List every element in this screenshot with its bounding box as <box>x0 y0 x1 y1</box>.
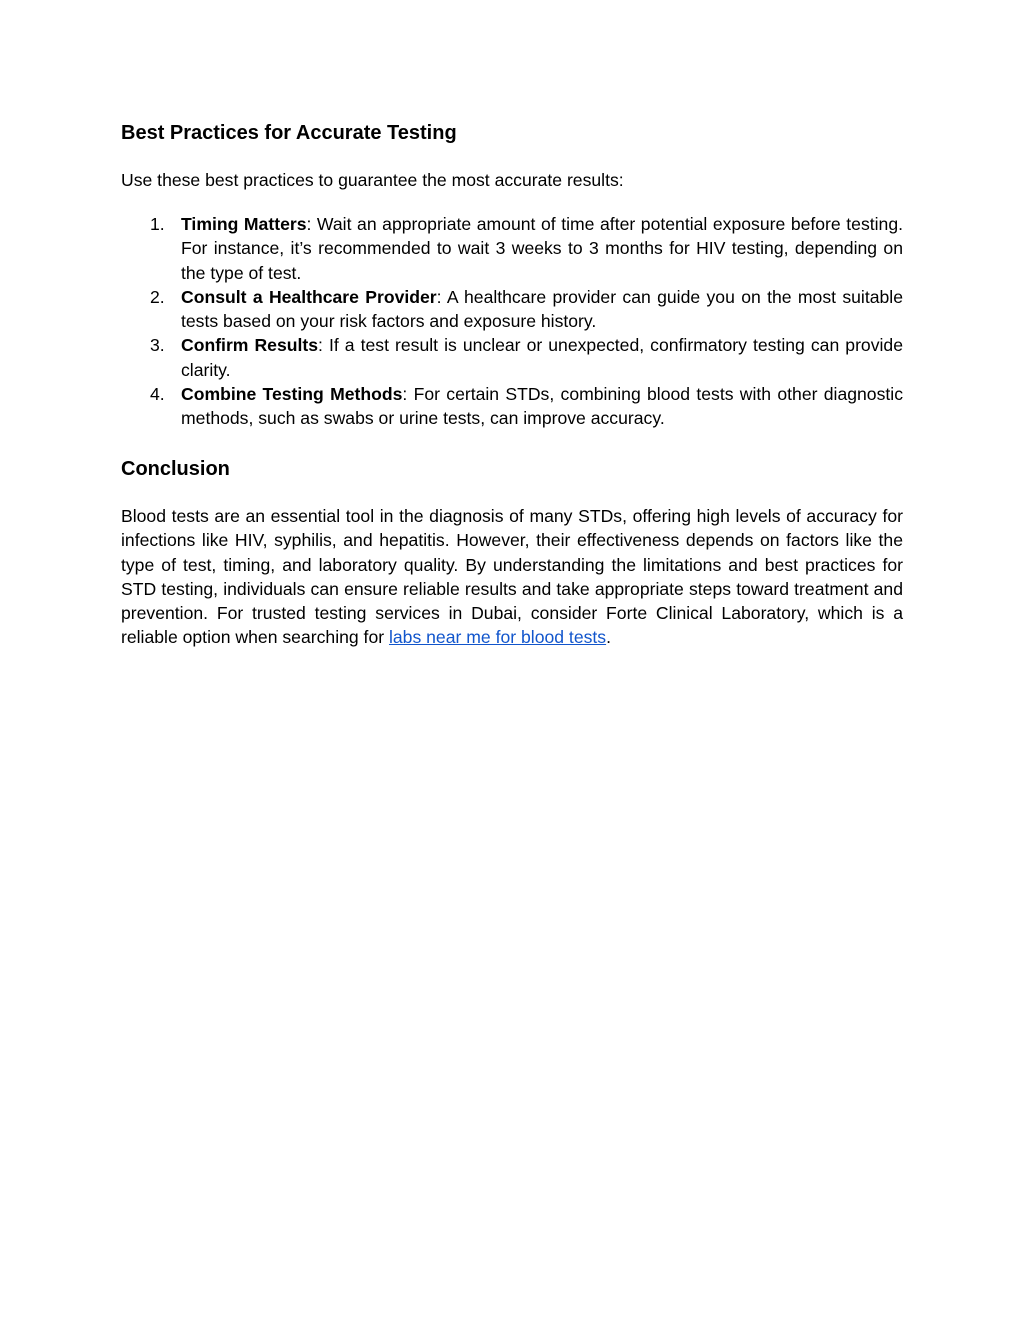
list-number: 2. <box>150 286 165 307</box>
list-item-title: Consult a Healthcare Provider <box>181 286 437 307</box>
list-item <box>121 285 903 334</box>
list-item-text: : For certain STDs, combining blood tests with other diagnostic methods, such as swabs or urine tests, can improve accuracy. <box>181 384 903 429</box>
conclusion-paragraph <box>121 504 903 650</box>
list-item <box>121 212 903 285</box>
conclusion-end: . <box>606 627 611 648</box>
intro-paragraph: Use these best practices to guarantee the most accurate results: <box>121 170 624 190</box>
list-number: 1. <box>150 214 165 234</box>
list-item-text: : Wait an appropriate amount of time after potential exposure before testing. For instance, it’s recommended to wait 3 weeks to 3 months for HIV testing, depending on the type of test. <box>181 214 903 283</box>
list-item-text: : If a test result is unclear or unexpected, confirmatory testing can provide clarity. <box>181 335 903 380</box>
list-item <box>121 382 903 431</box>
list-number: 4. <box>150 384 165 405</box>
list-item-title: Timing Matters <box>181 214 307 234</box>
labs-near-me-link[interactable]: labs near me for blood tests <box>388 627 607 648</box>
list-item <box>121 333 903 382</box>
conclusion-body: Blood tests are an essential tool in the diagnosis of many STDs, offering high levels of accuracy for infections like HIV, syphilis, and hepatitis. However, their effectiveness depends on factors like the type of test, timing, and laboratory quality. By understanding the limitations and best practices for STD testing, individuals can ensure reliable results and take appropriate steps toward treatment and prevention. For trusted testing services in Dubai, consider Forte Clinical Laboratory, which is a reliable option when searching for <box>121 506 903 648</box>
list-number: 3. <box>150 335 165 356</box>
best-practices-heading: Best Practices for Accurate Testing <box>121 122 457 144</box>
best-practices-list <box>121 212 903 431</box>
conclusion-heading: Conclusion <box>121 458 230 480</box>
list-item-title: Combine Testing Methods <box>181 384 403 405</box>
list-item-text: : A healthcare provider can guide you on the most suitable tests based on your risk factors and exposure history. <box>181 286 903 332</box>
list-item-title: Confirm Results <box>181 335 319 356</box>
